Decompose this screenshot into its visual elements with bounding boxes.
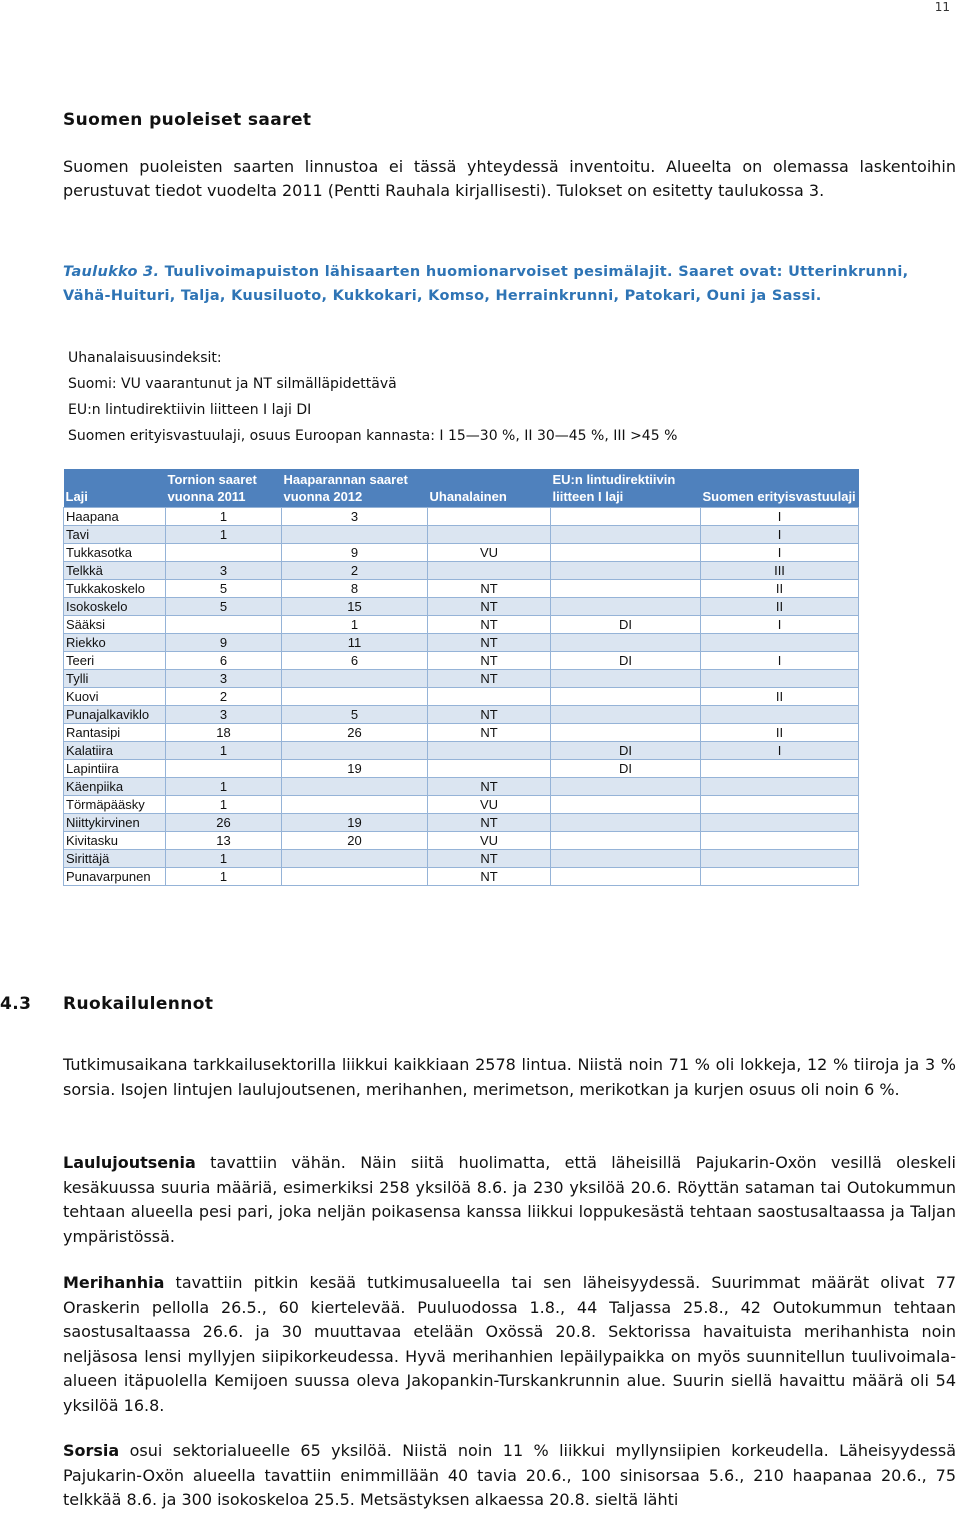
value-cell: 5 <box>166 598 282 616</box>
species-cell: Kivitasku <box>64 832 166 850</box>
paragraph-2 <box>63 1151 956 1249</box>
col-header-responsibility: Suomen erityisvastuulaji <box>701 469 859 508</box>
paragraph-3-text: tavattiin pitkin kesää tutkimusalueella tai sen läheisyydessä. Suurimmat määrät olivat 77 Oraskerin pellolla 26.5., 60 kiertelevää. Puuluodossa 1.8., 44 Taljassa 25.8., 42 Outokummun tehtaan saostusaltaassa 26.6. ja 30 muuttavaa etelään Oxössä 20.8. Sektorissa havaituista merihanhista noin neljäsosa lensi myllyjen siipikorkeudessa. Hyvä merihanhien lepäilypaikka on myös suunnitellun tuulivoimala-alueen itäpuolella Kemijoen suussa oleva Jakopankin-Turskankrunnin alue. Suurin siellä havaittu määrä oli 54 yksilöä 16.8. <box>63 1273 956 1415</box>
value-cell: I <box>701 544 859 562</box>
value-cell: 1 <box>166 508 282 526</box>
table-row <box>64 562 859 580</box>
species-cell: Tukkakoskelo <box>64 580 166 598</box>
value-cell <box>551 778 701 796</box>
value-cell: I <box>701 616 859 634</box>
value-cell: 1 <box>166 868 282 886</box>
value-cell: 6 <box>166 652 282 670</box>
table-row <box>64 706 859 724</box>
species-cell: Rantasipi <box>64 724 166 742</box>
legend-line: Uhanalaisuusindeksit: <box>68 350 222 366</box>
paragraph-1: Tutkimusaikana tarkkailusektorilla liikkui kaikkiaan 2578 lintua. Niistä noin 71 % oli lokkeja, 12 % tiiroja ja 3 % sorsia. Isojen lintujen laulujoutsenen, merihanhen, merimetson, merikotkan ja kurjen osuus oli noin 6 %. <box>63 1055 956 1099</box>
species-cell: Punajalkaviklo <box>64 706 166 724</box>
legend-line: Suomi: VU vaarantunut ja NT silmälläpidettävä <box>68 376 397 392</box>
value-cell <box>282 850 428 868</box>
value-cell <box>551 706 701 724</box>
table-row <box>64 742 859 760</box>
value-cell <box>701 832 859 850</box>
col-header-tornio: Tornion saaret vuonna 2011 <box>166 469 282 508</box>
table-row <box>64 814 859 832</box>
value-cell <box>701 706 859 724</box>
value-cell: NT <box>428 706 551 724</box>
value-cell <box>428 526 551 544</box>
value-cell: I <box>701 652 859 670</box>
species-cell: Isokoskelo <box>64 598 166 616</box>
value-cell: DI <box>551 760 701 778</box>
value-cell <box>166 544 282 562</box>
value-cell: NT <box>428 616 551 634</box>
value-cell: III <box>701 562 859 580</box>
value-cell <box>551 562 701 580</box>
table-caption <box>63 260 956 308</box>
value-cell: NT <box>428 670 551 688</box>
value-cell <box>282 796 428 814</box>
species-cell: Törmäpääsky <box>64 796 166 814</box>
species-cell: Sääksi <box>64 616 166 634</box>
species-cell: Haapana <box>64 508 166 526</box>
value-cell: 9 <box>166 634 282 652</box>
paragraph-3 <box>63 1271 956 1418</box>
value-cell <box>282 670 428 688</box>
species-cell: Sirittäjä <box>64 850 166 868</box>
species-cell: Telkkä <box>64 562 166 580</box>
table-row <box>64 634 859 652</box>
value-cell <box>701 634 859 652</box>
species-cell: Punavarpunen <box>64 868 166 886</box>
value-cell <box>551 580 701 598</box>
value-cell <box>551 634 701 652</box>
value-cell <box>282 526 428 544</box>
species-cell: Teeri <box>64 652 166 670</box>
value-cell: 8 <box>282 580 428 598</box>
value-cell: 19 <box>282 760 428 778</box>
table-row <box>64 616 859 634</box>
table-row <box>64 832 859 850</box>
value-cell <box>551 832 701 850</box>
value-cell: NT <box>428 814 551 832</box>
value-cell: 2 <box>166 688 282 706</box>
value-cell: VU <box>428 544 551 562</box>
table-row <box>64 724 859 742</box>
value-cell: 20 <box>282 832 428 850</box>
value-cell: 1 <box>166 742 282 760</box>
value-cell: DI <box>551 742 701 760</box>
paragraph-4-text: osui sektorialueelle 65 yksilöä. Niistä noin 11 % liikkui myllynsiipien korkeudella. Läheisyydessä Pajukarin-Oxön alueella tavattiin enimmillään 40 tavia 20.6., 100 sinisorsaa 5.6., 210 haapanaa 20.6., 75 telkkää 8.6. ja 300 isokoskeloa 25.5. Metsästyksen alkaessa 20.8. sieltä lähti <box>63 1441 956 1509</box>
value-cell <box>282 742 428 760</box>
species-cell: Niittykirvinen <box>64 814 166 832</box>
value-cell <box>428 508 551 526</box>
paragraph-3-lead: Merihanhia <box>63 1273 165 1292</box>
species-table <box>63 469 859 886</box>
value-cell <box>551 598 701 616</box>
species-cell: Tukkasotka <box>64 544 166 562</box>
value-cell: 3 <box>166 670 282 688</box>
table-row <box>64 760 859 778</box>
value-cell <box>428 742 551 760</box>
value-cell <box>551 850 701 868</box>
value-cell: II <box>701 724 859 742</box>
value-cell <box>701 850 859 868</box>
value-cell: I <box>701 742 859 760</box>
subsection-title: Ruokailulennot <box>63 994 214 1014</box>
value-cell: 6 <box>282 652 428 670</box>
table-row <box>64 526 859 544</box>
value-cell: NT <box>428 724 551 742</box>
species-cell: Kalatiira <box>64 742 166 760</box>
index-legend <box>68 345 948 449</box>
table-row <box>64 670 859 688</box>
value-cell <box>701 778 859 796</box>
value-cell: 1 <box>166 850 282 868</box>
value-cell <box>428 688 551 706</box>
value-cell <box>701 868 859 886</box>
value-cell: 2 <box>282 562 428 580</box>
table-row <box>64 778 859 796</box>
table-body <box>64 508 859 886</box>
value-cell: 1 <box>166 796 282 814</box>
value-cell: 5 <box>282 706 428 724</box>
table-row <box>64 688 859 706</box>
page-number: 11 <box>934 0 950 14</box>
value-cell: DI <box>551 616 701 634</box>
value-cell: 19 <box>282 814 428 832</box>
value-cell <box>551 814 701 832</box>
value-cell <box>282 868 428 886</box>
value-cell <box>701 814 859 832</box>
value-cell <box>282 688 428 706</box>
value-cell: 15 <box>282 598 428 616</box>
species-cell: Käenpiika <box>64 778 166 796</box>
value-cell: 1 <box>166 778 282 796</box>
value-cell: NT <box>428 598 551 616</box>
table-row <box>64 544 859 562</box>
value-cell: I <box>701 508 859 526</box>
table-row <box>64 580 859 598</box>
value-cell: DI <box>551 652 701 670</box>
value-cell <box>551 508 701 526</box>
value-cell: 18 <box>166 724 282 742</box>
value-cell <box>701 670 859 688</box>
value-cell: NT <box>428 580 551 598</box>
value-cell: 3 <box>282 508 428 526</box>
caption-rest: Saaret ovat: Utterinkrunni, Vähä-Huituri, Talja, Kuusiluoto, Kukkokari, Komso, Herrainkrunni, Patokari, Ouni ja Sassi. <box>63 264 909 304</box>
species-cell: Tylli <box>64 670 166 688</box>
value-cell: VU <box>428 832 551 850</box>
subsection-heading <box>0 994 213 1014</box>
col-header-haaparanta: Haaparannan saaret vuonna 2012 <box>282 469 428 508</box>
col-header-threatened: Uhanalainen <box>428 469 551 508</box>
value-cell <box>551 688 701 706</box>
value-cell <box>428 562 551 580</box>
caption-title: Tuulivoimapuiston lähisaarten huomionarvoiset pesimälajit. <box>164 264 673 280</box>
paragraph-4-lead: Sorsia <box>63 1441 120 1460</box>
value-cell: 3 <box>166 706 282 724</box>
table-row <box>64 508 859 526</box>
value-cell <box>551 868 701 886</box>
value-cell: 1 <box>166 526 282 544</box>
value-cell <box>166 616 282 634</box>
paragraph-4 <box>63 1439 956 1513</box>
value-cell <box>551 544 701 562</box>
col-header-eu-directive: EU:n lintudirektiivin liitteen I laji <box>551 469 701 508</box>
table-row <box>64 598 859 616</box>
table-row <box>64 850 859 868</box>
species-cell: Riekko <box>64 634 166 652</box>
value-cell: 1 <box>282 616 428 634</box>
table-row <box>64 796 859 814</box>
value-cell <box>551 724 701 742</box>
value-cell: VU <box>428 796 551 814</box>
value-cell <box>282 778 428 796</box>
value-cell: 13 <box>166 832 282 850</box>
species-cell: Kuovi <box>64 688 166 706</box>
legend-line: EU:n lintudirektiivin liitteen I laji DI <box>68 402 312 418</box>
value-cell: NT <box>428 778 551 796</box>
table-header-row <box>64 469 859 508</box>
value-cell: 11 <box>282 634 428 652</box>
legend-line: Suomen erityisvastuulaji, osuus Euroopan kannasta: I 15—30 %, II 30—45 %, III >45 % <box>68 428 678 444</box>
value-cell <box>428 760 551 778</box>
species-cell: Lapintiira <box>64 760 166 778</box>
value-cell: 5 <box>166 580 282 598</box>
value-cell <box>701 796 859 814</box>
value-cell: II <box>701 688 859 706</box>
subsection-number: 4.3 <box>0 994 32 1014</box>
value-cell <box>551 796 701 814</box>
value-cell <box>551 670 701 688</box>
col-header-species: Laji <box>64 469 166 508</box>
value-cell: 26 <box>166 814 282 832</box>
value-cell: NT <box>428 868 551 886</box>
value-cell: I <box>701 526 859 544</box>
paragraph-2-text: tavattiin vähän. Näin siitä huolimatta, että läheisillä Pajukarin-Oxön vesillä oleskeli kesäkuussa suuria määriä, esimerkiksi 258 yksilöä 8.6. ja 230 yksilöä 20.6. Röyttän sataman tai Outokummun tehtaan alueella pesi pari, joka neljän poikasensa kanssa liikkui loppukesästä tehtaan saostusaltaassa ja Taljan ympäristössä. <box>63 1153 956 1246</box>
value-cell: NT <box>428 850 551 868</box>
value-cell: NT <box>428 634 551 652</box>
value-cell <box>701 760 859 778</box>
table-row <box>64 652 859 670</box>
value-cell <box>166 760 282 778</box>
value-cell: 3 <box>166 562 282 580</box>
value-cell: 9 <box>282 544 428 562</box>
value-cell <box>551 526 701 544</box>
paragraph-2-lead: Laulujoutsenia <box>63 1153 196 1172</box>
value-cell: NT <box>428 652 551 670</box>
value-cell: II <box>701 598 859 616</box>
section-heading: Suomen puoleiset saaret <box>63 110 312 130</box>
intro-paragraph: Suomen puoleisten saarten linnustoa ei tässä yhteydessä inventoitu. Alueelta on olemassa laskentoihin perustuvat tiedot vuodelta 2011 (Pentti Rauhala kirjallisesti). Tulokset on esitetty taulukossa 3. <box>63 157 956 200</box>
species-cell: Tavi <box>64 526 166 544</box>
value-cell: II <box>701 580 859 598</box>
value-cell: 26 <box>282 724 428 742</box>
caption-lead: Taulukko 3. <box>63 264 160 280</box>
table-row <box>64 868 859 886</box>
